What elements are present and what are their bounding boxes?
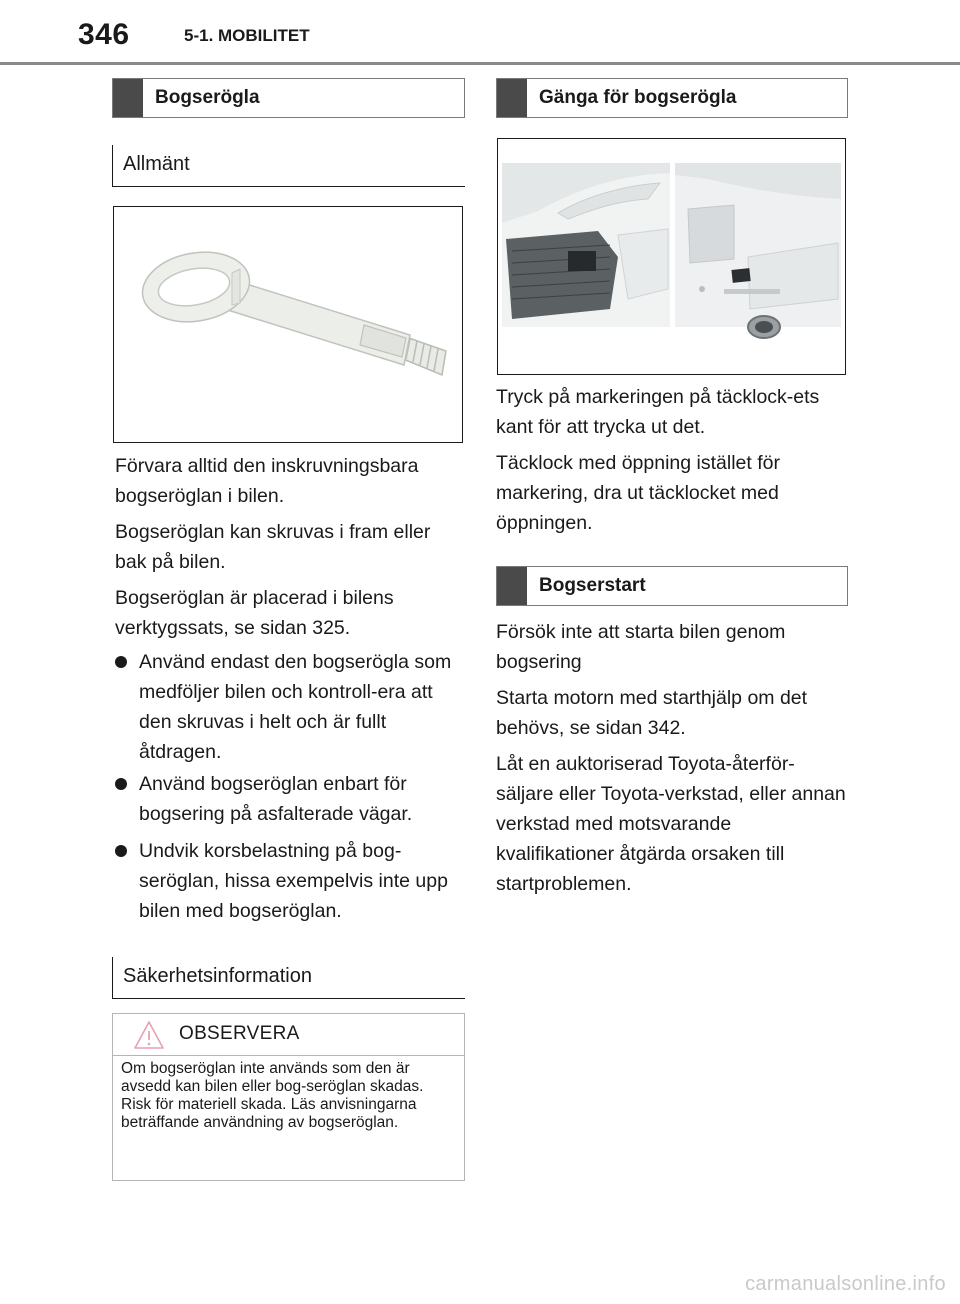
paragraph: Bogseröglan är placerad i bilens verktygssats, se sidan 325. — [115, 587, 394, 639]
watermark: carmanualsonline.info — [745, 1273, 946, 1295]
paragraph: Förvara alltid den inskruvningsbara bogseröglan i bilen. — [115, 455, 419, 507]
warning-title: OBSERVERA — [179, 1023, 300, 1044]
paragraph: Täcklock med öppning istället för markering, dra ut täcklocket med öppningen. — [496, 452, 780, 534]
section-box-tow-start — [496, 566, 848, 606]
tow-eye-drawing — [114, 207, 462, 442]
warning-header — [113, 1014, 464, 1056]
warning-box — [112, 1013, 465, 1181]
paragraph: Bogseröglan kan skruvas i fram eller bak på bilen. — [115, 521, 431, 573]
section-box-title: Bogserstart — [539, 575, 646, 596]
paragraph: Starta motorn med starthjälp om det behövs, se sidan 342. — [496, 687, 808, 739]
paragraph: Låt en auktoriserad Toyota-återför-säljare eller Toyota-verkstad, eller annan verkstad med motsvarande kvalifikationer åtgärda orsaken till startproblemen. — [496, 753, 846, 895]
header-rule — [0, 62, 960, 65]
bumper-photo — [497, 138, 846, 375]
right-paragraphs-start — [496, 617, 848, 899]
page-number: 346 — [78, 18, 130, 51]
bullet-icon — [115, 778, 127, 790]
bullet-icon — [115, 656, 127, 668]
tow-eye-illustration — [113, 206, 463, 443]
warning-text: Om bogseröglan inte används som den är avsedd kan bilen eller bog-seröglan skadas. Risk för materiell skada. Läs anvisningarna beträffande användning av bogseröglan. — [121, 1060, 424, 1131]
paragraph: Tryck på markeringen på täcklock-ets kant för att trycka ut det. — [496, 386, 820, 438]
section-label: 5-1. MOBILITET — [184, 26, 310, 45]
left-paragraphs — [115, 451, 465, 643]
bullet-icon — [115, 845, 127, 857]
section-box-title: Gänga för bogserögla — [539, 87, 737, 108]
bumper-photos-drawing — [498, 139, 845, 374]
subhead-general — [112, 145, 465, 187]
right-paragraphs-thread — [496, 382, 848, 538]
subhead-general-label: Allmänt — [123, 153, 190, 175]
section-box-tow-eye — [112, 78, 465, 118]
list-item-text: Undvik korsbelastning på bog-seröglan, hissa exempelvis inte upp bilen med bogseröglan. — [139, 840, 448, 922]
list-item-text: Använd bogseröglan enbart för bogsering på asfalterade vägar. — [139, 773, 413, 825]
section-box-bar — [497, 567, 527, 605]
section-box-thread — [496, 78, 848, 118]
list-item-text: Använd endast den bogserögla som medföljer bilen och kontroll-era att den skruvas i helt och är fullt åtdragen. — [139, 651, 452, 763]
section-box-bar — [113, 79, 143, 117]
warning-triangle-icon — [133, 1020, 165, 1050]
subhead-safety — [112, 957, 465, 999]
paragraph: Försök inte att starta bilen genom bogsering — [496, 621, 786, 673]
section-box-bar — [497, 79, 527, 117]
section-box-title: Bogserögla — [155, 87, 260, 108]
subhead-safety-label: Säkerhetsinformation — [123, 965, 312, 987]
